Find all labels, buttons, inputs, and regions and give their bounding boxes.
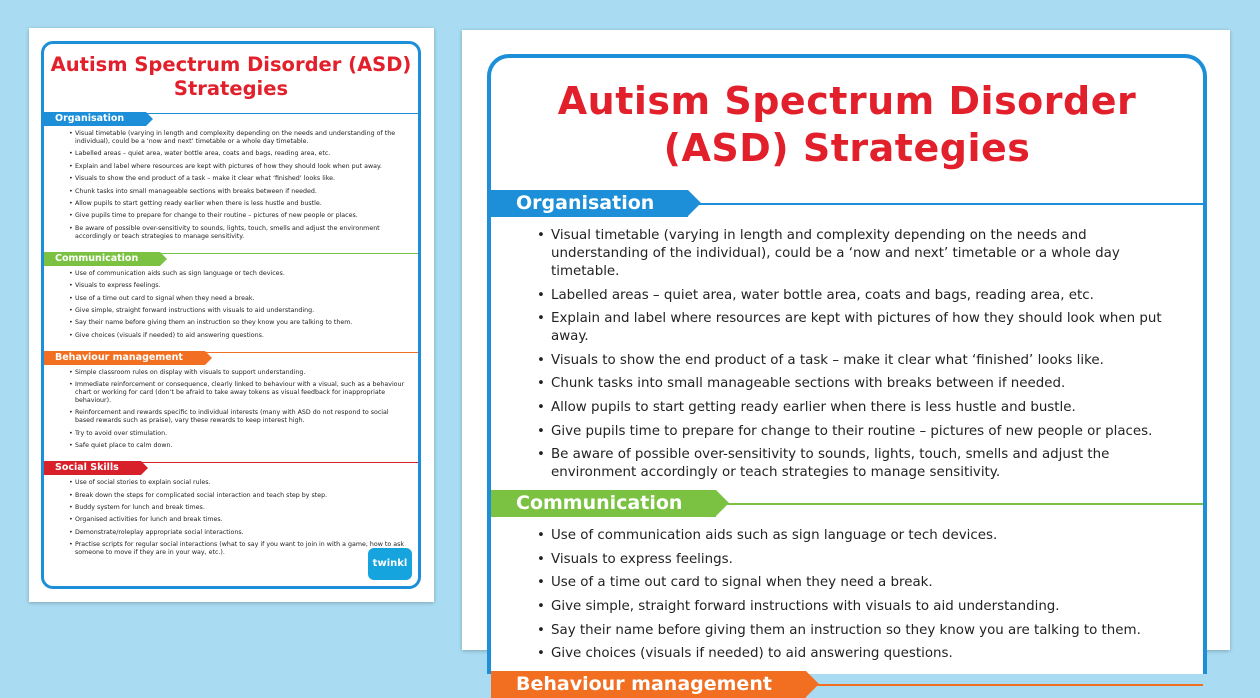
section-banner: Organisation bbox=[491, 190, 688, 217]
section-banner: Behaviour management bbox=[44, 351, 205, 365]
list-item: • Give pupils time to prepare for change to their routine – pictures of new people or places. bbox=[69, 212, 408, 220]
list-item: • Labelled areas – quiet area, water bottle area, coats and bags, reading area, etc. bbox=[69, 150, 408, 158]
list-item: • Say their name before giving them an instruction so they know you are talking to them. bbox=[69, 319, 408, 327]
list-item: • Visual timetable (varying in length and complexity depending on the needs and understanding of the individual), could be a ‘now and next’ timetable or a whole day timetable. bbox=[69, 130, 408, 146]
list-item: • Allow pupils to start getting ready earlier when there is less hustle and bustle. bbox=[69, 200, 408, 208]
list-item: • Explain and label where resources are kept with pictures of how they should look when put away. bbox=[537, 310, 1181, 346]
list-item: • Give simple, straight forward instructions with visuals to aid understanding. bbox=[537, 598, 1181, 616]
thumb-section-organisation bbox=[44, 106, 418, 241]
list-item: • Organised activities for lunch and break times. bbox=[69, 516, 408, 524]
list-item: • Break down the steps for complicated social interaction and teach step by step. bbox=[69, 492, 408, 500]
list-item: • Chunk tasks into small manageable sections with breaks between if needed. bbox=[537, 375, 1181, 393]
list-item: • Visuals to express feelings. bbox=[537, 551, 1181, 569]
section-banner: Behaviour management bbox=[491, 671, 806, 698]
list-item: • Explain and label where resources are kept with pictures of how they should look when put away. bbox=[69, 163, 408, 171]
list-item: • Use of communication aids such as sign language or tech devices. bbox=[69, 270, 408, 278]
bullet-list bbox=[44, 365, 418, 451]
thumbnail-poster[interactable] bbox=[29, 28, 434, 602]
bullet-list bbox=[491, 517, 1203, 663]
list-item: • Practise scripts for regular social interactions (what to say if you want to join in with a game, how to ask someone to move if they are in your way, etc.). bbox=[69, 541, 408, 557]
list-item: • Give choices (visuals if needed) to aid answering questions. bbox=[69, 332, 408, 340]
list-item: • Use of a time out card to signal when they need a break. bbox=[69, 295, 408, 303]
section-banner: Communication bbox=[491, 490, 716, 517]
list-item: • Demonstrate/roleplay appropriate social interactions. bbox=[69, 529, 408, 537]
section-organisation bbox=[491, 190, 1203, 482]
thumb-section-communication bbox=[44, 246, 418, 340]
thumb-section-behaviour bbox=[44, 345, 418, 451]
list-item: • Labelled areas – quiet area, water bottle area, coats and bags, reading area, etc. bbox=[537, 287, 1181, 305]
thumb-section-social bbox=[44, 455, 418, 557]
list-item: • Be aware of possible over-sensitivity to sounds, lights, touch, smells and adjust the environment accordingly or teach strategies to manage sensitivity. bbox=[69, 225, 408, 241]
list-item: • Buddy system for lunch and break times. bbox=[69, 504, 408, 512]
list-item: • Visuals to show the end product of a task – make it clear what ‘finished’ looks like. bbox=[69, 175, 408, 183]
section-banner: Communication bbox=[44, 252, 160, 266]
section-banner: Social Skills bbox=[44, 461, 141, 475]
bullet-list bbox=[44, 126, 418, 241]
list-item: • Chunk tasks into small manageable sections with breaks between if needed. bbox=[69, 188, 408, 196]
bullet-list bbox=[44, 475, 418, 557]
list-item: • Allow pupils to start getting ready earlier when there is less hustle and bustle. bbox=[537, 399, 1181, 417]
list-item: • Say their name before giving them an instruction so they know you are talking to them. bbox=[537, 622, 1181, 640]
section-banner: Organisation bbox=[44, 112, 146, 126]
list-item: • Give simple, straight forward instructions with visuals to aid understanding. bbox=[69, 307, 408, 315]
bullet-list bbox=[491, 217, 1203, 482]
zoomed-poster bbox=[462, 30, 1230, 696]
list-item: • Reinforcement and rewards specific to individual interests (many with ASD do not respond to social based rewards such as praise), vary these rewards to keep interest high. bbox=[69, 409, 408, 425]
list-item: • Safe quiet place to calm down. bbox=[69, 442, 408, 450]
list-item: • Visual timetable (varying in length and complexity depending on the needs and understanding of the individual), could be a ‘now and next’ timetable or a whole day timetable. bbox=[537, 227, 1181, 281]
list-item: • Immediate reinforcement or consequence, clearly linked to behaviour with a visual, such as a behaviour chart or working for card (don’t be afraid to take away tokens as visual feedback for inappropriate behaviour). bbox=[69, 381, 408, 405]
list-item: • Use of a time out card to signal when they need a break. bbox=[537, 574, 1181, 592]
section-communication bbox=[491, 490, 1203, 663]
page-title: Autism Spectrum Disorder (ASD) Strategies bbox=[557, 79, 1137, 170]
twinkl-logo: twinkl bbox=[368, 548, 412, 580]
list-item: • Use of social stories to explain social rules. bbox=[69, 479, 408, 487]
zoomed-frame bbox=[487, 54, 1207, 696]
list-item: • Visuals to express feelings. bbox=[69, 282, 408, 290]
list-item: • Be aware of possible over-sensitivity to sounds, lights, touch, smells and adjust the environment accordingly or teach strategies to manage sensitivity. bbox=[537, 446, 1181, 482]
list-item: • Visuals to show the end product of a task – make it clear what ‘finished’ looks like. bbox=[537, 352, 1181, 370]
list-item: • Simple classroom rules on display with visuals to support understanding. bbox=[69, 369, 408, 377]
list-item: • Give pupils time to prepare for change to their routine – pictures of new people or places. bbox=[537, 423, 1181, 441]
thumbnail-frame bbox=[41, 41, 421, 589]
section-behaviour-peek bbox=[491, 671, 1203, 698]
bullet-list bbox=[44, 266, 418, 340]
list-item: • Give choices (visuals if needed) to aid answering questions. bbox=[537, 645, 1181, 663]
list-item: • Try to avoid over stimulation. bbox=[69, 430, 408, 438]
thumbnail-title: Autism Spectrum Disorder (ASD) Strategies bbox=[50, 53, 412, 100]
list-item: • Use of communication aids such as sign language or tech devices. bbox=[537, 527, 1181, 545]
